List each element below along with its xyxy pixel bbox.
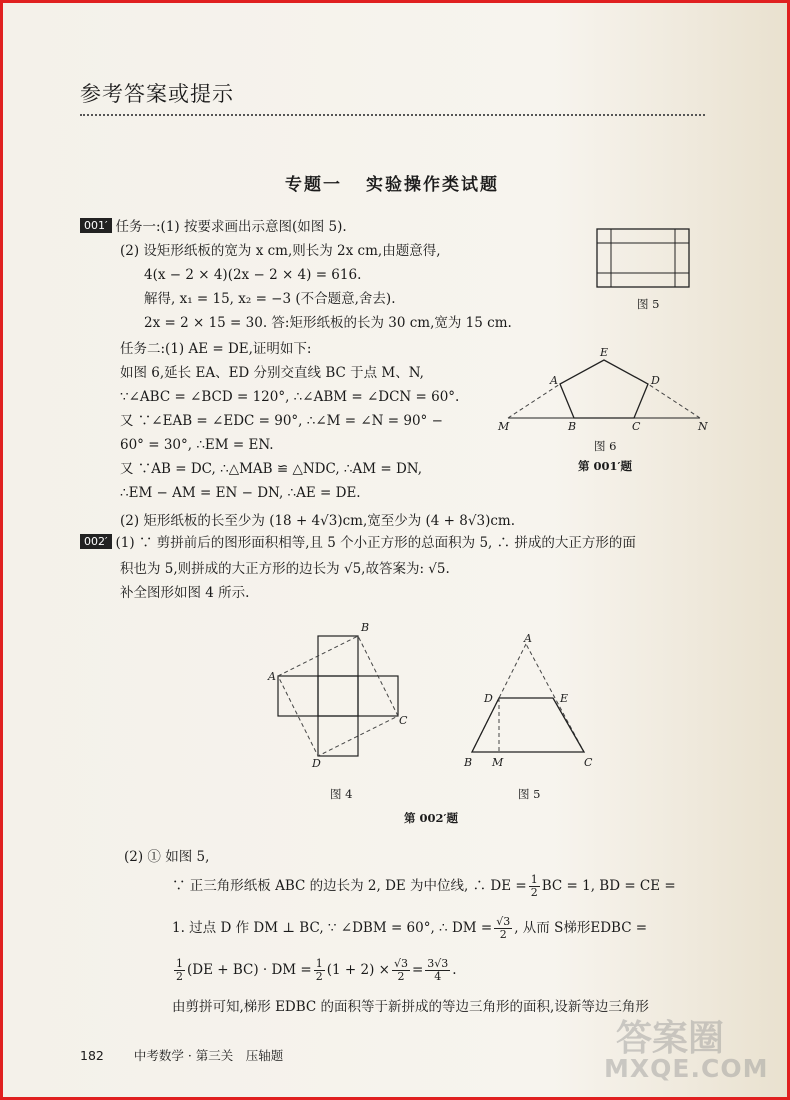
dotted-divider [80,114,705,116]
q002-part2-line2 [172,874,676,899]
fig5-label-A: A [524,632,532,645]
fig6-label-D: D [651,374,660,387]
footer-text: 中考数学 · 第三关 压轴题 [133,1048,284,1063]
part2-line2-tail: BC = 1, BD = CE = [541,878,676,894]
q002-line-3: 补全图形如图 4 所示. [120,585,250,601]
q001-line-11: 又 ∵AB = DC, ∴△MAB ≌ △NDC, ∴AM = DN, [120,461,423,477]
fig5-label-D: D [484,692,493,705]
q002-line-text: (1) ∵ 剪拼前后的图形面积相等,且 5 个小正方形的总面积为 5, ∴ 拼成的大正方形的面 [115,535,636,551]
fraction-denominator: 4 [434,970,442,983]
fig5-label-E: E [560,692,569,705]
watermark-logo-top: 答案圈 [616,1018,725,1059]
fraction-denominator: 2 [176,970,183,983]
topic-title [0,170,784,195]
q002-fig5-caption: 图 5 [518,787,541,801]
fig5-label-C: C [584,756,593,769]
part2-line4-mid2: (1 + 2) × [326,962,390,978]
section-title: 参考答案或提示 [80,82,234,106]
fig6-label-B: B [568,420,577,433]
topic-part1: 专题一 [285,175,342,195]
fraction-half [314,958,325,983]
q001-line-5: 2x = 2 × 15 = 30. 答:矩形纸板的长为 30 cm,宽为 15 cm. [144,315,512,331]
part2-line2-head: ∵ 正三角形纸板 ABC 的边长为 2, DE 为中位线, ∴ DE = [172,878,527,894]
q002-fig4-caption: 图 4 [330,787,353,801]
q001-figure-5 [596,228,692,292]
fraction-numerator: 1 [315,957,323,970]
fig6-label-E: E [600,346,609,359]
q002-line-2: 积也为 5,则拼成的大正方形的边长为 √5,故答案为: √5. [120,561,450,577]
fig5-label-M: M [492,756,504,769]
q001-line-text: 任务一:(1) 按要求画出示意图(如图 5). [115,219,347,235]
fig4-label-D: D [312,757,321,770]
q001-line-13: (2) 矩形纸板的长至少为 (18 + 4√3)cm,宽至少为 (4 + 8√3)cm. [120,513,515,529]
q001-line-7: 如图 6,延长 EA、ED 分别交直线 BC 于点 M、N, [120,365,424,381]
q001-line-2: (2) 设矩形纸板的宽为 x cm,则长为 2x cm,由题意得, [120,243,441,259]
q002-figure-group-caption: 第 002′题 [404,811,459,825]
fraction-root3-over-2 [392,958,410,983]
q001-line-12: ∴EM − AM = EN − DN, ∴AE = DE. [120,485,361,501]
q002-figure-5 [460,632,600,769]
fraction-denominator: 2 [530,886,538,899]
part2-line4-eq: = [411,962,424,978]
q001-figure-group-caption: 第 001′题 [578,459,633,473]
q001-figure-6 [496,348,716,438]
q001-fig6-caption: 图 6 [594,439,617,453]
q001-line-9: 又 ∵∠EAB = ∠EDC = 90°, ∴∠M = ∠N = 90° − [120,413,443,429]
fraction-numerator: 1 [176,957,183,970]
q002-part2-line4 [172,958,457,983]
watermark-logo-bottom: MXQE.COM [604,1054,769,1083]
q002-figure-4 [268,620,418,770]
q001-line-8: ∵∠ABC = ∠BCD = 120°, ∴∠ABM = ∠DCN = 60°. [120,389,460,405]
fraction-half [174,958,185,983]
q001-line-1 [80,216,347,238]
fraction-half [529,874,540,899]
fig5-label-B: B [464,756,473,769]
fig4-label-A: A [268,670,276,683]
fig6-label-A: A [550,374,558,387]
q002-part2-line3 [172,916,647,941]
part2-line4-end: . [452,962,457,978]
fraction-numerator: 1 [530,873,538,886]
topic-part2: 实验操作类试题 [366,175,499,195]
q002-line-1 [80,532,636,554]
fig6-label-M: M [498,420,510,433]
fraction-denominator: 2 [315,970,323,983]
q001-line-3: 4(x − 2 × 4)(2x − 2 × 4) = 616. [144,267,362,283]
fraction-root3-over-2 [494,916,512,941]
page-footer [80,1046,283,1064]
fraction-numerator: 3√3 [427,957,449,970]
q001-fig5-caption: 图 5 [637,297,660,311]
q002-badge: 002′ [80,534,112,549]
q001-badge: 001′ [80,218,112,233]
q002-part2-line5: 由剪拼可知,梯形 EDBC 的面积等于新拼成的等边三角形的面积,设新等边三角形 [172,999,649,1015]
fraction-numerator: √3 [393,957,408,970]
part2-line3-tail: , 从而 S梯形EDBC = [514,920,648,936]
fraction-denominator: 2 [397,970,405,983]
fig4-label-C: C [399,714,408,727]
fig4-label-B: B [361,621,370,634]
page-number: 182 [80,1048,104,1063]
fig6-label-N: N [698,420,708,433]
q001-line-4: 解得, x₁ = 15, x₂ = −3 (不合题意,舍去). [144,291,396,307]
q002-part2-line1: (2) ① 如图 5, [124,849,210,865]
part2-line4-mid: (DE + BC) · DM = [187,962,312,978]
fraction-denominator: 2 [499,928,507,941]
fraction-numerator: √3 [496,915,511,928]
part2-line3-head: 1. 过点 D 作 DM ⊥ BC, ∵ ∠DBM = 60°, ∴ DM = [172,920,493,936]
q001-line-6: 任务二:(1) AE = DE,证明如下: [120,341,312,357]
q001-line-10: 60° = 30°, ∴EM = EN. [120,437,274,453]
fig6-label-C: C [632,420,641,433]
fraction-3root3-over-4 [425,958,450,983]
